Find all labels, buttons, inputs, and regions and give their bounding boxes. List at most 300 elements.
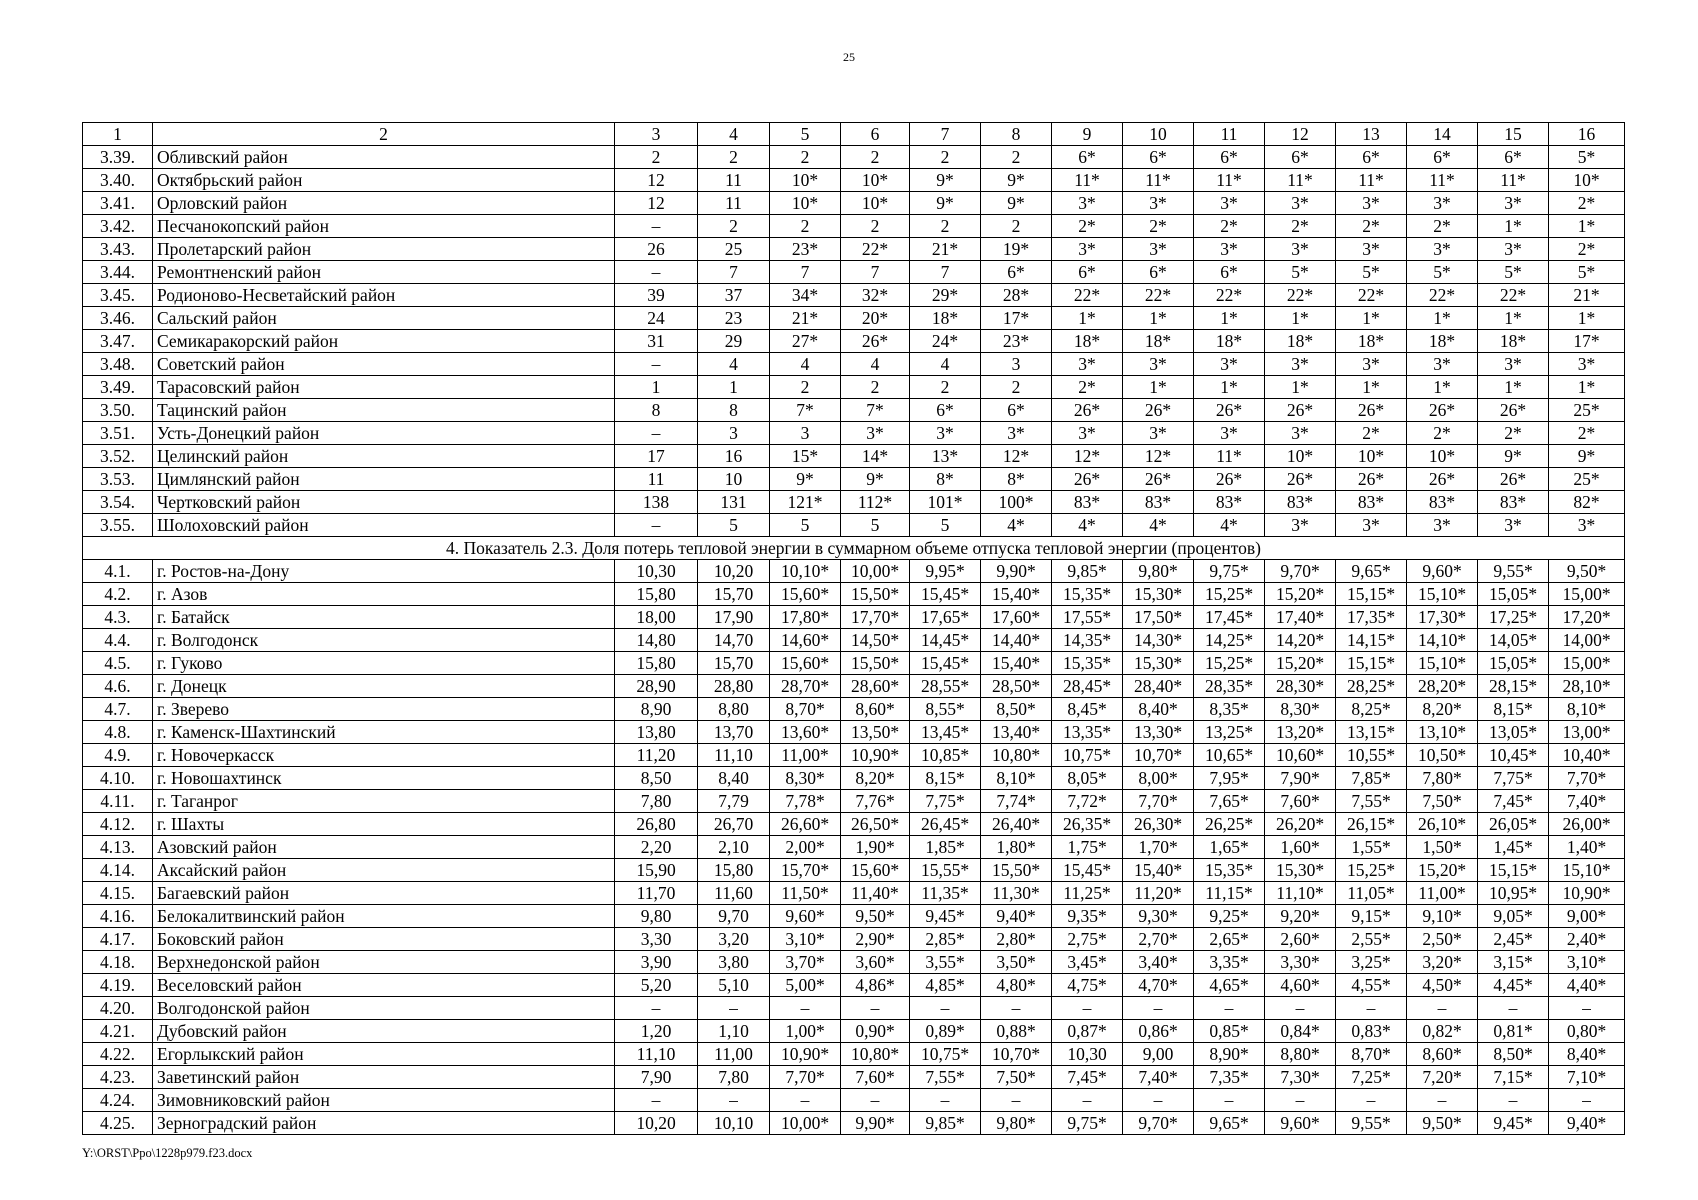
value-cell: 3*	[1336, 238, 1407, 261]
territory-name-cell: Веселовский район	[153, 974, 615, 997]
value-cell: 1,45*	[1478, 836, 1549, 859]
value-cell: –	[1265, 1089, 1336, 1112]
table-row	[83, 652, 1625, 675]
value-cell: 9,95*	[910, 560, 981, 583]
territory-name-cell: Советский район	[153, 353, 615, 376]
value-cell: 17	[615, 445, 698, 468]
table-row	[83, 836, 1625, 859]
value-cell: 2	[981, 376, 1052, 399]
value-cell: 1*	[1336, 376, 1407, 399]
value-cell: 6*	[1407, 146, 1478, 169]
value-cell: 15,60*	[770, 583, 841, 606]
value-cell: 28,45*	[1052, 675, 1123, 698]
value-cell: 3*	[1052, 353, 1123, 376]
row-number-cell: 4.7.	[83, 698, 153, 721]
table-row	[83, 629, 1625, 652]
territory-name-cell: г. Зверево	[153, 698, 615, 721]
value-cell: 17,65*	[910, 606, 981, 629]
value-cell: 17,30*	[1407, 606, 1478, 629]
value-cell: 10*	[770, 192, 841, 215]
value-cell: 11	[698, 192, 770, 215]
table-body	[83, 123, 1625, 1135]
value-cell: 9,25*	[1194, 905, 1265, 928]
value-cell: 7,55*	[1336, 790, 1407, 813]
value-cell: 4,40*	[1549, 974, 1625, 997]
value-cell: 3	[770, 422, 841, 445]
value-cell: 11,25*	[1052, 882, 1123, 905]
value-cell: 3*	[1336, 192, 1407, 215]
value-cell: 3,90	[615, 951, 698, 974]
value-cell: 9,05*	[1478, 905, 1549, 928]
value-cell: 10*	[1549, 169, 1625, 192]
value-cell: 3,40*	[1123, 951, 1194, 974]
value-cell: 2	[698, 146, 770, 169]
territory-name-cell: Целинский район	[153, 445, 615, 468]
value-cell: 2,90*	[841, 928, 910, 951]
value-cell: 14,10*	[1407, 629, 1478, 652]
value-cell: –	[615, 1089, 698, 1112]
value-cell: 26*	[841, 330, 910, 353]
value-cell: 6*	[910, 399, 981, 422]
value-cell: 3*	[1052, 422, 1123, 445]
value-cell: 15,45*	[910, 583, 981, 606]
value-cell: 26*	[1194, 399, 1265, 422]
row-number-cell: 3.55.	[83, 514, 153, 537]
value-cell: 1*	[1407, 376, 1478, 399]
value-cell: 28*	[981, 284, 1052, 307]
value-cell: 8,30*	[770, 767, 841, 790]
value-cell: 11*	[1123, 169, 1194, 192]
value-cell: 5*	[1407, 261, 1478, 284]
table-row	[83, 813, 1625, 836]
value-cell: 11*	[1265, 169, 1336, 192]
value-cell: 10,20	[615, 1112, 698, 1135]
value-cell: 4,65*	[1194, 974, 1265, 997]
value-cell: 15,25*	[1194, 652, 1265, 675]
value-cell: 5*	[1265, 261, 1336, 284]
value-cell: 15,15*	[1478, 859, 1549, 882]
value-cell: 9,45*	[1478, 1112, 1549, 1135]
table-row	[83, 928, 1625, 951]
value-cell: 3*	[1265, 353, 1336, 376]
value-cell: –	[615, 261, 698, 284]
value-cell: 11,00*	[770, 744, 841, 767]
value-cell: 3,20*	[1407, 951, 1478, 974]
value-cell: 11,50*	[770, 882, 841, 905]
value-cell: 13,15*	[1336, 721, 1407, 744]
value-cell: 9*	[1478, 445, 1549, 468]
territory-name-cell: Аксайский район	[153, 859, 615, 882]
value-cell: 8	[615, 399, 698, 422]
value-cell: 0,90*	[841, 1020, 910, 1043]
value-cell: 13,70	[698, 721, 770, 744]
row-number-cell: 4.16.	[83, 905, 153, 928]
value-cell: 3*	[1478, 238, 1549, 261]
row-number-cell: 4.2.	[83, 583, 153, 606]
value-cell: 10,70*	[1123, 744, 1194, 767]
value-cell: 1,20	[615, 1020, 698, 1043]
value-cell: 26,30*	[1123, 813, 1194, 836]
value-cell: 15,60*	[841, 859, 910, 882]
row-number-cell: 4.5.	[83, 652, 153, 675]
value-cell: 8,10*	[1549, 698, 1625, 721]
value-cell: 4,85*	[910, 974, 981, 997]
value-cell: 15,70	[698, 583, 770, 606]
value-cell: 9*	[841, 468, 910, 491]
value-cell: 3*	[1194, 353, 1265, 376]
value-cell: 4,86*	[841, 974, 910, 997]
territory-name-cell: г. Каменск-Шахтинский	[153, 721, 615, 744]
value-cell: 15,25*	[1336, 859, 1407, 882]
value-cell: 14,30*	[1123, 629, 1194, 652]
value-cell: 11*	[1194, 169, 1265, 192]
value-cell: 2,45*	[1478, 928, 1549, 951]
value-cell: 9,75*	[1194, 560, 1265, 583]
value-cell: 9,60*	[1265, 1112, 1336, 1135]
table-row	[83, 560, 1625, 583]
value-cell: 10*	[770, 169, 841, 192]
territory-name-cell: г. Шахты	[153, 813, 615, 836]
value-cell: 5*	[1336, 261, 1407, 284]
table-row	[83, 1020, 1625, 1043]
value-cell: 7,55*	[910, 1066, 981, 1089]
column-number-cell: 1	[83, 123, 153, 146]
value-cell: 14*	[841, 445, 910, 468]
table-row	[83, 330, 1625, 353]
value-cell: 4*	[1194, 514, 1265, 537]
row-number-cell: 4.15.	[83, 882, 153, 905]
section-row	[83, 537, 1625, 560]
value-cell: 4,60*	[1265, 974, 1336, 997]
row-number-cell: 3.41.	[83, 192, 153, 215]
value-cell: 26	[615, 238, 698, 261]
value-cell: 1,10	[698, 1020, 770, 1043]
value-cell: 9,00	[1123, 1043, 1194, 1066]
row-number-cell: 4.9.	[83, 744, 153, 767]
value-cell: 8,80*	[1265, 1043, 1336, 1066]
value-cell: 3*	[1336, 514, 1407, 537]
value-cell: 15,35*	[1052, 583, 1123, 606]
value-cell: –	[1265, 997, 1336, 1020]
value-cell: 26,05*	[1478, 813, 1549, 836]
value-cell: 0,81*	[1478, 1020, 1549, 1043]
territory-name-cell: Сальский район	[153, 307, 615, 330]
value-cell: 3,55*	[910, 951, 981, 974]
value-cell: 2*	[1478, 422, 1549, 445]
value-cell: 3,30	[615, 928, 698, 951]
value-cell: 4,80*	[981, 974, 1052, 997]
value-cell: 9,80	[615, 905, 698, 928]
row-number-cell: 4.10.	[83, 767, 153, 790]
row-number-cell: 4.24.	[83, 1089, 153, 1112]
value-cell: 11*	[1336, 169, 1407, 192]
value-cell: 39	[615, 284, 698, 307]
table-row	[83, 698, 1625, 721]
value-cell: 8,20*	[841, 767, 910, 790]
value-cell: 24	[615, 307, 698, 330]
territory-name-cell: Обливский район	[153, 146, 615, 169]
value-cell: 9,75*	[1052, 1112, 1123, 1135]
value-cell: 83*	[1265, 491, 1336, 514]
value-cell: –	[910, 997, 981, 1020]
value-cell: 9*	[910, 192, 981, 215]
value-cell: 8,40*	[1549, 1043, 1625, 1066]
value-cell: 10*	[1407, 445, 1478, 468]
value-cell: 7,70*	[1549, 767, 1625, 790]
value-cell: 26,80	[615, 813, 698, 836]
column-number-cell: 3	[615, 123, 698, 146]
value-cell: 7,70*	[770, 1066, 841, 1089]
value-cell: 11,60	[698, 882, 770, 905]
value-cell: 22*	[841, 238, 910, 261]
value-cell: 22*	[1478, 284, 1549, 307]
value-cell: 26*	[1265, 399, 1336, 422]
value-cell: 22*	[1265, 284, 1336, 307]
value-cell: 17,70*	[841, 606, 910, 629]
value-cell: 3,50*	[981, 951, 1052, 974]
value-cell: 8,15*	[1478, 698, 1549, 721]
value-cell: 11,30*	[981, 882, 1052, 905]
value-cell: 2*	[1407, 215, 1478, 238]
value-cell: 83*	[1194, 491, 1265, 514]
column-number-cell: 8	[981, 123, 1052, 146]
column-number-cell: 12	[1265, 123, 1336, 146]
value-cell: 9,90*	[841, 1112, 910, 1135]
value-cell: 3,25*	[1336, 951, 1407, 974]
value-cell: 0,80*	[1549, 1020, 1625, 1043]
row-number-cell: 3.44.	[83, 261, 153, 284]
column-number-cell: 5	[770, 123, 841, 146]
value-cell: 9*	[1549, 445, 1625, 468]
value-cell: 3,80	[698, 951, 770, 974]
value-cell: 13,00*	[1549, 721, 1625, 744]
value-cell: 25*	[1549, 468, 1625, 491]
value-cell: 4,50*	[1407, 974, 1478, 997]
value-cell: 14,35*	[1052, 629, 1123, 652]
column-number-cell: 16	[1549, 123, 1625, 146]
table-row	[83, 997, 1625, 1020]
value-cell: 1,80*	[981, 836, 1052, 859]
value-cell: 15,10*	[1407, 652, 1478, 675]
value-cell: –	[1336, 997, 1407, 1020]
value-cell: 9,65*	[1336, 560, 1407, 583]
value-cell: 11,15*	[1194, 882, 1265, 905]
row-number-cell: 4.8.	[83, 721, 153, 744]
row-number-cell: 3.39.	[83, 146, 153, 169]
value-cell: 15,30*	[1265, 859, 1336, 882]
value-cell: 15,10*	[1407, 583, 1478, 606]
value-cell: 3*	[1194, 192, 1265, 215]
value-cell: 7*	[770, 399, 841, 422]
value-cell: 0,86*	[1123, 1020, 1194, 1043]
value-cell: 26,25*	[1194, 813, 1265, 836]
value-cell: 11,00	[698, 1043, 770, 1066]
value-cell: 83*	[1407, 491, 1478, 514]
value-cell: 9,45*	[910, 905, 981, 928]
value-cell: 1*	[1478, 307, 1549, 330]
value-cell: 18,00	[615, 606, 698, 629]
value-cell: 15,00*	[1549, 652, 1625, 675]
value-cell: 9,40*	[1549, 1112, 1625, 1135]
row-number-cell: 3.51.	[83, 422, 153, 445]
value-cell: 15,30*	[1123, 583, 1194, 606]
value-cell: –	[615, 422, 698, 445]
value-cell: 9,65*	[1194, 1112, 1265, 1135]
value-cell: 3*	[1052, 192, 1123, 215]
table-row	[83, 422, 1625, 445]
value-cell: 26,20*	[1265, 813, 1336, 836]
territory-name-cell: Родионово-Несветайский район	[153, 284, 615, 307]
territory-name-cell: г. Азов	[153, 583, 615, 606]
value-cell: –	[841, 997, 910, 1020]
value-cell: 8,90*	[1194, 1043, 1265, 1066]
value-cell: 18*	[1052, 330, 1123, 353]
value-cell: 5*	[1549, 261, 1625, 284]
value-cell: 10,50*	[1407, 744, 1478, 767]
value-cell: 7,30*	[1265, 1066, 1336, 1089]
value-cell: 2	[910, 376, 981, 399]
row-number-cell: 4.11.	[83, 790, 153, 813]
value-cell: –	[1407, 997, 1478, 1020]
value-cell: 25*	[1549, 399, 1625, 422]
value-cell: 14,40*	[981, 629, 1052, 652]
value-cell: 10,70*	[981, 1043, 1052, 1066]
row-number-cell: 3.54.	[83, 491, 153, 514]
row-number-cell: 4.6.	[83, 675, 153, 698]
value-cell: 82*	[1549, 491, 1625, 514]
value-cell: 1,40*	[1549, 836, 1625, 859]
value-cell: 5*	[1478, 261, 1549, 284]
row-number-cell: 4.3.	[83, 606, 153, 629]
value-cell: 8,40	[698, 767, 770, 790]
row-number-cell: 4.21.	[83, 1020, 153, 1043]
value-cell: 9*	[770, 468, 841, 491]
value-cell: 6*	[981, 261, 1052, 284]
table-row	[83, 721, 1625, 744]
value-cell: 4,55*	[1336, 974, 1407, 997]
territory-name-cell: Цимлянский район	[153, 468, 615, 491]
value-cell: 28,90	[615, 675, 698, 698]
value-cell: 3,45*	[1052, 951, 1123, 974]
value-cell: 83*	[1336, 491, 1407, 514]
value-cell: 2	[770, 146, 841, 169]
value-cell: 13,30*	[1123, 721, 1194, 744]
value-cell: 4,75*	[1052, 974, 1123, 997]
value-cell: 5	[841, 514, 910, 537]
value-cell: 15,70	[698, 652, 770, 675]
value-cell: 8,50*	[1478, 1043, 1549, 1066]
value-cell: 8,30*	[1265, 698, 1336, 721]
value-cell: 17,40*	[1265, 606, 1336, 629]
value-cell: 7*	[841, 399, 910, 422]
value-cell: 3*	[1407, 192, 1478, 215]
value-cell: 26*	[1336, 399, 1407, 422]
section-title-cell: 4. Показатель 2.3. Доля потерь тепловой энергии в суммарном объеме отпуска тепловой энергии (процентов)	[83, 537, 1625, 560]
table-row	[83, 215, 1625, 238]
value-cell: 11,10	[615, 1043, 698, 1066]
value-cell: 9,20*	[1265, 905, 1336, 928]
value-cell: 3,60*	[841, 951, 910, 974]
value-cell: 2,75*	[1052, 928, 1123, 951]
value-cell: 15,90	[615, 859, 698, 882]
value-cell: 17,50*	[1123, 606, 1194, 629]
value-cell: 2	[841, 215, 910, 238]
value-cell: 12	[615, 192, 698, 215]
value-cell: 14,20*	[1265, 629, 1336, 652]
value-cell: 17*	[1549, 330, 1625, 353]
territory-name-cell: Чертковский район	[153, 491, 615, 514]
value-cell: 10,10*	[770, 560, 841, 583]
value-cell: 11*	[1478, 169, 1549, 192]
value-cell: –	[1549, 1089, 1625, 1112]
value-cell: 7,60*	[1265, 790, 1336, 813]
value-cell: 22*	[1052, 284, 1123, 307]
value-cell: 9,40*	[981, 905, 1052, 928]
value-cell: 10,20	[698, 560, 770, 583]
row-number-cell: 4.19.	[83, 974, 153, 997]
value-cell: 11,00*	[1407, 882, 1478, 905]
value-cell: 3*	[1478, 514, 1549, 537]
value-cell: –	[1407, 1089, 1478, 1112]
value-cell: 2,20	[615, 836, 698, 859]
value-cell: 9*	[981, 192, 1052, 215]
value-cell: 13,50*	[841, 721, 910, 744]
value-cell: 3*	[1478, 192, 1549, 215]
value-cell: 2,60*	[1265, 928, 1336, 951]
value-cell: 3	[981, 353, 1052, 376]
value-cell: 10,00*	[841, 560, 910, 583]
value-cell: 2	[981, 215, 1052, 238]
value-cell: 1,70*	[1123, 836, 1194, 859]
value-cell: 26,00*	[1549, 813, 1625, 836]
value-cell: –	[615, 997, 698, 1020]
table-row	[83, 859, 1625, 882]
value-cell: 2	[910, 215, 981, 238]
value-cell: 2*	[1549, 192, 1625, 215]
table-row	[83, 169, 1625, 192]
value-cell: 7,80	[615, 790, 698, 813]
value-cell: 7,60*	[841, 1066, 910, 1089]
value-cell: 26*	[1407, 468, 1478, 491]
value-cell: 25	[698, 238, 770, 261]
value-cell: 83*	[1052, 491, 1123, 514]
value-cell: 9,35*	[1052, 905, 1123, 928]
value-cell: 15,70*	[770, 859, 841, 882]
value-cell: 12	[615, 169, 698, 192]
value-cell: 11,10	[698, 744, 770, 767]
value-cell: 26*	[1478, 468, 1549, 491]
value-cell: 2	[698, 215, 770, 238]
value-cell: 26*	[1336, 468, 1407, 491]
value-cell: 29*	[910, 284, 981, 307]
column-number-cell: 13	[1336, 123, 1407, 146]
value-cell: 121*	[770, 491, 841, 514]
value-cell: 11,10*	[1265, 882, 1336, 905]
value-cell: 2*	[1194, 215, 1265, 238]
value-cell: 4	[698, 353, 770, 376]
value-cell: 6*	[1123, 261, 1194, 284]
value-cell: 11,05*	[1336, 882, 1407, 905]
value-cell: 14,80	[615, 629, 698, 652]
value-cell: 2*	[1052, 376, 1123, 399]
value-cell: 2	[841, 376, 910, 399]
value-cell: 18*	[910, 307, 981, 330]
value-cell: 11,70	[615, 882, 698, 905]
value-cell: 9,50*	[1407, 1112, 1478, 1135]
value-cell: 3*	[1407, 238, 1478, 261]
value-cell: 8,60*	[841, 698, 910, 721]
table-row	[83, 261, 1625, 284]
